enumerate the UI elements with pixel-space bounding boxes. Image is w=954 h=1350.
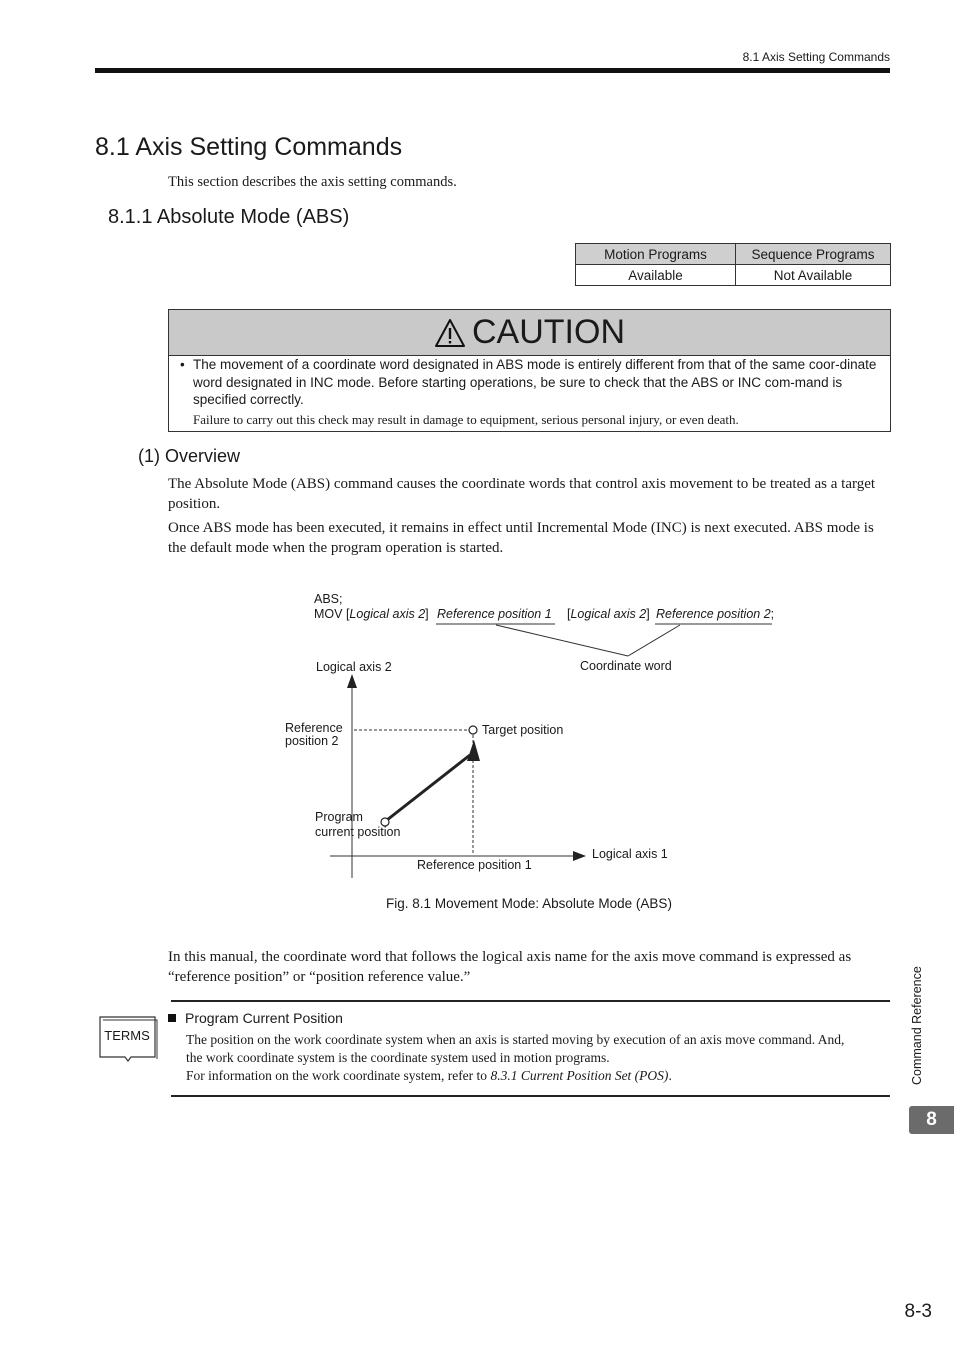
x-axis-arrow: [573, 851, 586, 861]
coordinate-word-label: Coordinate word: [580, 659, 672, 673]
current-position-label: current position: [315, 825, 401, 839]
current-position-label: Program: [315, 810, 363, 824]
terms-rule-top: [171, 1000, 890, 1002]
subsection-title: 8.1.1 Absolute Mode (ABS): [108, 206, 350, 228]
table-cell: Not Available: [736, 265, 891, 286]
code-axis2: Logical axis 2: [570, 607, 647, 621]
y-axis-arrow: [347, 674, 357, 688]
ref-position-2-label: position 2: [285, 734, 339, 748]
table-header-row: [576, 244, 891, 265]
code-bracket: [: [567, 607, 571, 621]
code-line-second: [567, 607, 650, 621]
axis-y-label: Logical axis 2: [316, 660, 392, 674]
code-ref2: Reference position 2: [656, 607, 771, 621]
target-position-marker: [469, 726, 477, 734]
overview-paragraph: The Absolute Mode (ABS) command causes the coordinate words that control axis movement to be treated as a target position.: [168, 476, 876, 512]
terms-text: the work coordinate system is the coordinate system used in motion programs.: [186, 1050, 610, 1065]
running-header: 8.1 Axis Setting Commands: [742, 50, 890, 64]
table-header-cell: Sequence Programs: [736, 244, 891, 265]
movement-path: [387, 755, 470, 820]
terms-text-suffix: .: [668, 1068, 672, 1083]
pointer-line: [628, 625, 680, 656]
page-number: 8-3: [904, 1301, 932, 1322]
movement-arrow: [467, 740, 480, 761]
terms-reference-link[interactable]: 8.3.1 Current Position Set (POS): [490, 1068, 669, 1083]
caution-text: The movement of a coordinate word designated in ABS mode is entirely different from that of the same coor-dinate word designated in INC mode. Before starting operations, be sure to check that the ABS or INC com-mand is specified correctly.: [193, 357, 877, 407]
code-axis2: Logical axis 2: [349, 607, 426, 621]
caution-bullet: •: [180, 357, 185, 372]
terms-rule-bottom: [171, 1095, 890, 1097]
side-chapter-label: Command Reference: [910, 966, 924, 1085]
code-line-mov: [314, 607, 429, 621]
caution-box: [168, 309, 891, 432]
terms-heading: [168, 1010, 343, 1026]
code-ref1: Reference position 1: [437, 607, 552, 621]
pointer-line: [496, 625, 628, 656]
caution-note: Failure to carry out this check may result in damage to equipment, serious personal injury, or even death.: [193, 412, 739, 427]
section-title: 8.1 Axis Setting Commands: [95, 133, 403, 161]
square-bullet-icon: [168, 1014, 176, 1022]
code-mov: MOV [: [314, 607, 350, 621]
caution-header: [169, 310, 890, 356]
section-intro: This section describes the axis setting commands.: [168, 174, 457, 190]
terms-icon-label: TERMS: [104, 1028, 150, 1043]
terms-text: The position on the work coordinate system when an axis is started moving by execution of an axis move command. And,: [186, 1032, 845, 1047]
overview-paragraph: Once ABS mode has been executed, it remains in effect until Incremental Mode (INC) is next executed. ABS mode is the default mode when the program operation is started.: [168, 520, 874, 556]
ref-position-1-label: Reference position 1: [417, 858, 532, 872]
code-bracket: ]: [425, 607, 429, 621]
chapter-tab[interactable]: 8: [909, 1106, 954, 1134]
overview-heading: (1) Overview: [138, 446, 241, 466]
table-header-cell: Motion Programs: [576, 244, 736, 265]
availability-table: [575, 243, 891, 286]
table-cell: Available: [576, 265, 736, 286]
table-row: [576, 265, 891, 286]
warning-icon: [434, 318, 466, 348]
top-rule: [95, 68, 890, 73]
terms-heading-text: Program Current Position: [185, 1010, 343, 1026]
axis-x-label: Logical axis 1: [592, 847, 668, 861]
code-line-abs: ABS;: [314, 592, 343, 606]
ref-position-2-label: Reference: [285, 721, 343, 735]
code-ref2-group: [656, 607, 774, 621]
body-paragraph: In this manual, the coordinate word that follows the logical axis name for the axis move command is expressed as “reference position” or “position reference value.”: [168, 949, 852, 985]
code-bracket: ]: [646, 607, 650, 621]
code-semicolon: ;: [770, 607, 775, 621]
abs-mode-diagram: [260, 585, 800, 885]
caution-title: CAUTION: [472, 313, 625, 351]
terms-book-icon: [97, 1013, 159, 1063]
figure-caption: Fig. 8.1 Movement Mode: Absolute Mode (ABS): [386, 896, 672, 911]
terms-text-prefix: For information on the work coordinate system, refer to: [186, 1068, 491, 1083]
target-position-label: Target position: [482, 723, 564, 737]
terms-text: [186, 1068, 891, 1084]
